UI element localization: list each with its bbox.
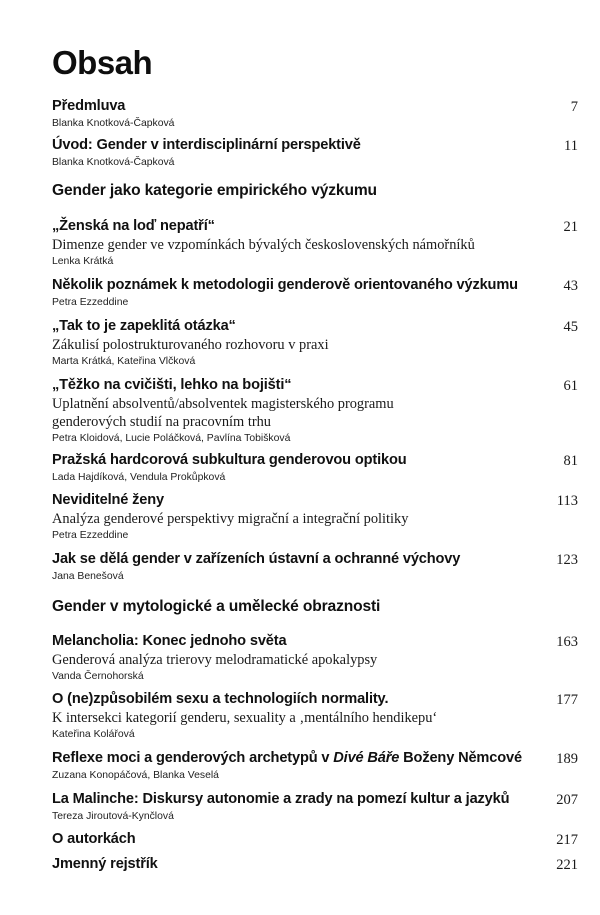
entry-page-number: 123	[556, 552, 578, 568]
section-heading-empirical: Gender jako kategorie empirického výzkumu	[52, 182, 377, 199]
entry-page-number: 217	[556, 832, 578, 848]
toc-entry-uvod	[52, 136, 578, 170]
entry-page-number: 221	[556, 857, 578, 873]
entry-subtitle: Zákulisí polostrukturovaného rozhovoru v praxi	[52, 337, 329, 353]
toc-entry-nezpusobily-sex	[52, 690, 578, 742]
entry-title: Předmluva	[52, 98, 126, 114]
entry-title: Jmenný rejstřík	[52, 856, 158, 872]
section-heading-mythological: Gender v mytologické a umělecké obraznosti	[52, 598, 381, 615]
entry-title-part: Boženy Němcové	[399, 750, 522, 766]
entry-title: „Těžko na cvičišti, lehko na bojišti“	[52, 377, 292, 393]
entry-title: La Malinche: Diskursy autonomie a zrady na pomezí kultur a jazyků	[52, 791, 510, 807]
entry-authors: Blanka Knotková-Čapková	[52, 118, 175, 129]
entry-title: „Ženská na loď nepatří“	[52, 218, 215, 234]
entry-authors: Lenka Krátká	[52, 256, 114, 267]
entry-subtitle: Analýza genderové perspektivy migrační a integrační politiky	[52, 511, 409, 527]
entry-title: O (ne)způsobilém sexu a technologiích normality.	[52, 691, 389, 707]
entry-page-number: 189	[556, 751, 578, 767]
toc-entry-la-malinche	[52, 790, 578, 824]
entry-page-number: 61	[563, 378, 578, 394]
entry-title: Pražská hardcorová subkultura genderovou optikou	[52, 452, 407, 468]
entry-authors: Kateřina Kolářová	[52, 729, 135, 740]
entry-authors: Petra Ezzeddine	[52, 530, 129, 541]
entry-subtitle: Uplatnění absolventů/absolventek magisterského programu	[52, 396, 394, 412]
entry-title: Melancholia: Konec jednoho světa	[52, 633, 287, 649]
entry-title: Jak se dělá gender v zařízeních ústavní a ochranné výchovy	[52, 551, 461, 567]
entry-authors: Marta Krátká, Kateřina Vlčková	[52, 356, 196, 367]
entry-page-number: 21	[563, 219, 578, 235]
toc-entry-o-autorkach	[52, 830, 578, 849]
entry-title	[52, 749, 578, 768]
entry-authors: Vanda Černohorská	[52, 671, 144, 682]
entry-page-number: 7	[570, 99, 578, 115]
entry-page-number: 207	[556, 792, 578, 808]
toc-entry-hardcorova-subkultura	[52, 451, 578, 485]
entry-authors: Petra Kloidová, Lucie Poláčková, Pavlína Tobišková	[52, 433, 291, 444]
entry-subtitle: K intersekci kategorií genderu, sexuality a ‚mentálního hendikepu‘	[52, 710, 438, 726]
toc-entry-zapeklita-otazka	[52, 317, 578, 369]
entry-authors: Zuzana Konopáčová, Blanka Veselá	[52, 770, 219, 781]
entry-authors: Petra Ezzeddine	[52, 297, 129, 308]
toc-entry-predmluva	[52, 97, 578, 131]
entry-authors: Lada Hajdíková, Vendula Prokůpková	[52, 472, 226, 483]
entry-page-number: 113	[556, 493, 578, 509]
entry-authors: Jana Benešová	[52, 571, 124, 582]
entry-subtitle: Genderová analýza trierovy melodramatické apokalypsy	[52, 652, 378, 668]
entry-subtitle: Dimenze gender ve vzpomínkách bývalých československých námořníků	[52, 237, 475, 253]
entry-title: Neviditelné ženy	[52, 492, 164, 508]
toc-entry-metodologie	[52, 276, 578, 310]
toc-entry-zenska-na-lod	[52, 217, 578, 269]
entry-page-number: 163	[556, 634, 578, 650]
entry-authors: Tereza Jiroutová-Kynčlová	[52, 811, 174, 822]
entry-page-number: 177	[556, 692, 578, 708]
entry-title-italic: Divé Báře	[333, 750, 400, 766]
entry-title: O autorkách	[52, 831, 136, 847]
entry-page-number: 11	[564, 138, 578, 154]
toc-entry-tezko-na-cvicisti	[52, 376, 578, 446]
entry-title-part: Reflexe moci a genderových archetypů v	[52, 750, 334, 766]
toc-entry-reflexe-moci	[52, 749, 578, 783]
entry-authors: Blanka Knotková-Čapková	[52, 157, 175, 168]
toc-entry-jmenny-rejstrik	[52, 855, 578, 874]
entry-title: Úvod: Gender v interdisciplinární perspektivě	[52, 137, 361, 153]
toc-entry-melancholia	[52, 632, 578, 684]
page-title: Obsah	[52, 44, 153, 81]
entry-title: Několik poznámek k metodologii genderově orientovaného výzkumu	[52, 277, 518, 293]
entry-page-number: 43	[563, 278, 578, 294]
toc-entry-ustavni-vychova	[52, 550, 578, 584]
entry-page-number: 45	[563, 319, 578, 335]
toc-entry-neviditelne-zeny	[52, 491, 578, 543]
entry-subtitle-continued: genderových studií na pracovním trhu	[52, 414, 272, 430]
entry-title: „Tak to je zapeklitá otázka“	[52, 318, 236, 334]
entry-page-number: 81	[563, 453, 578, 469]
